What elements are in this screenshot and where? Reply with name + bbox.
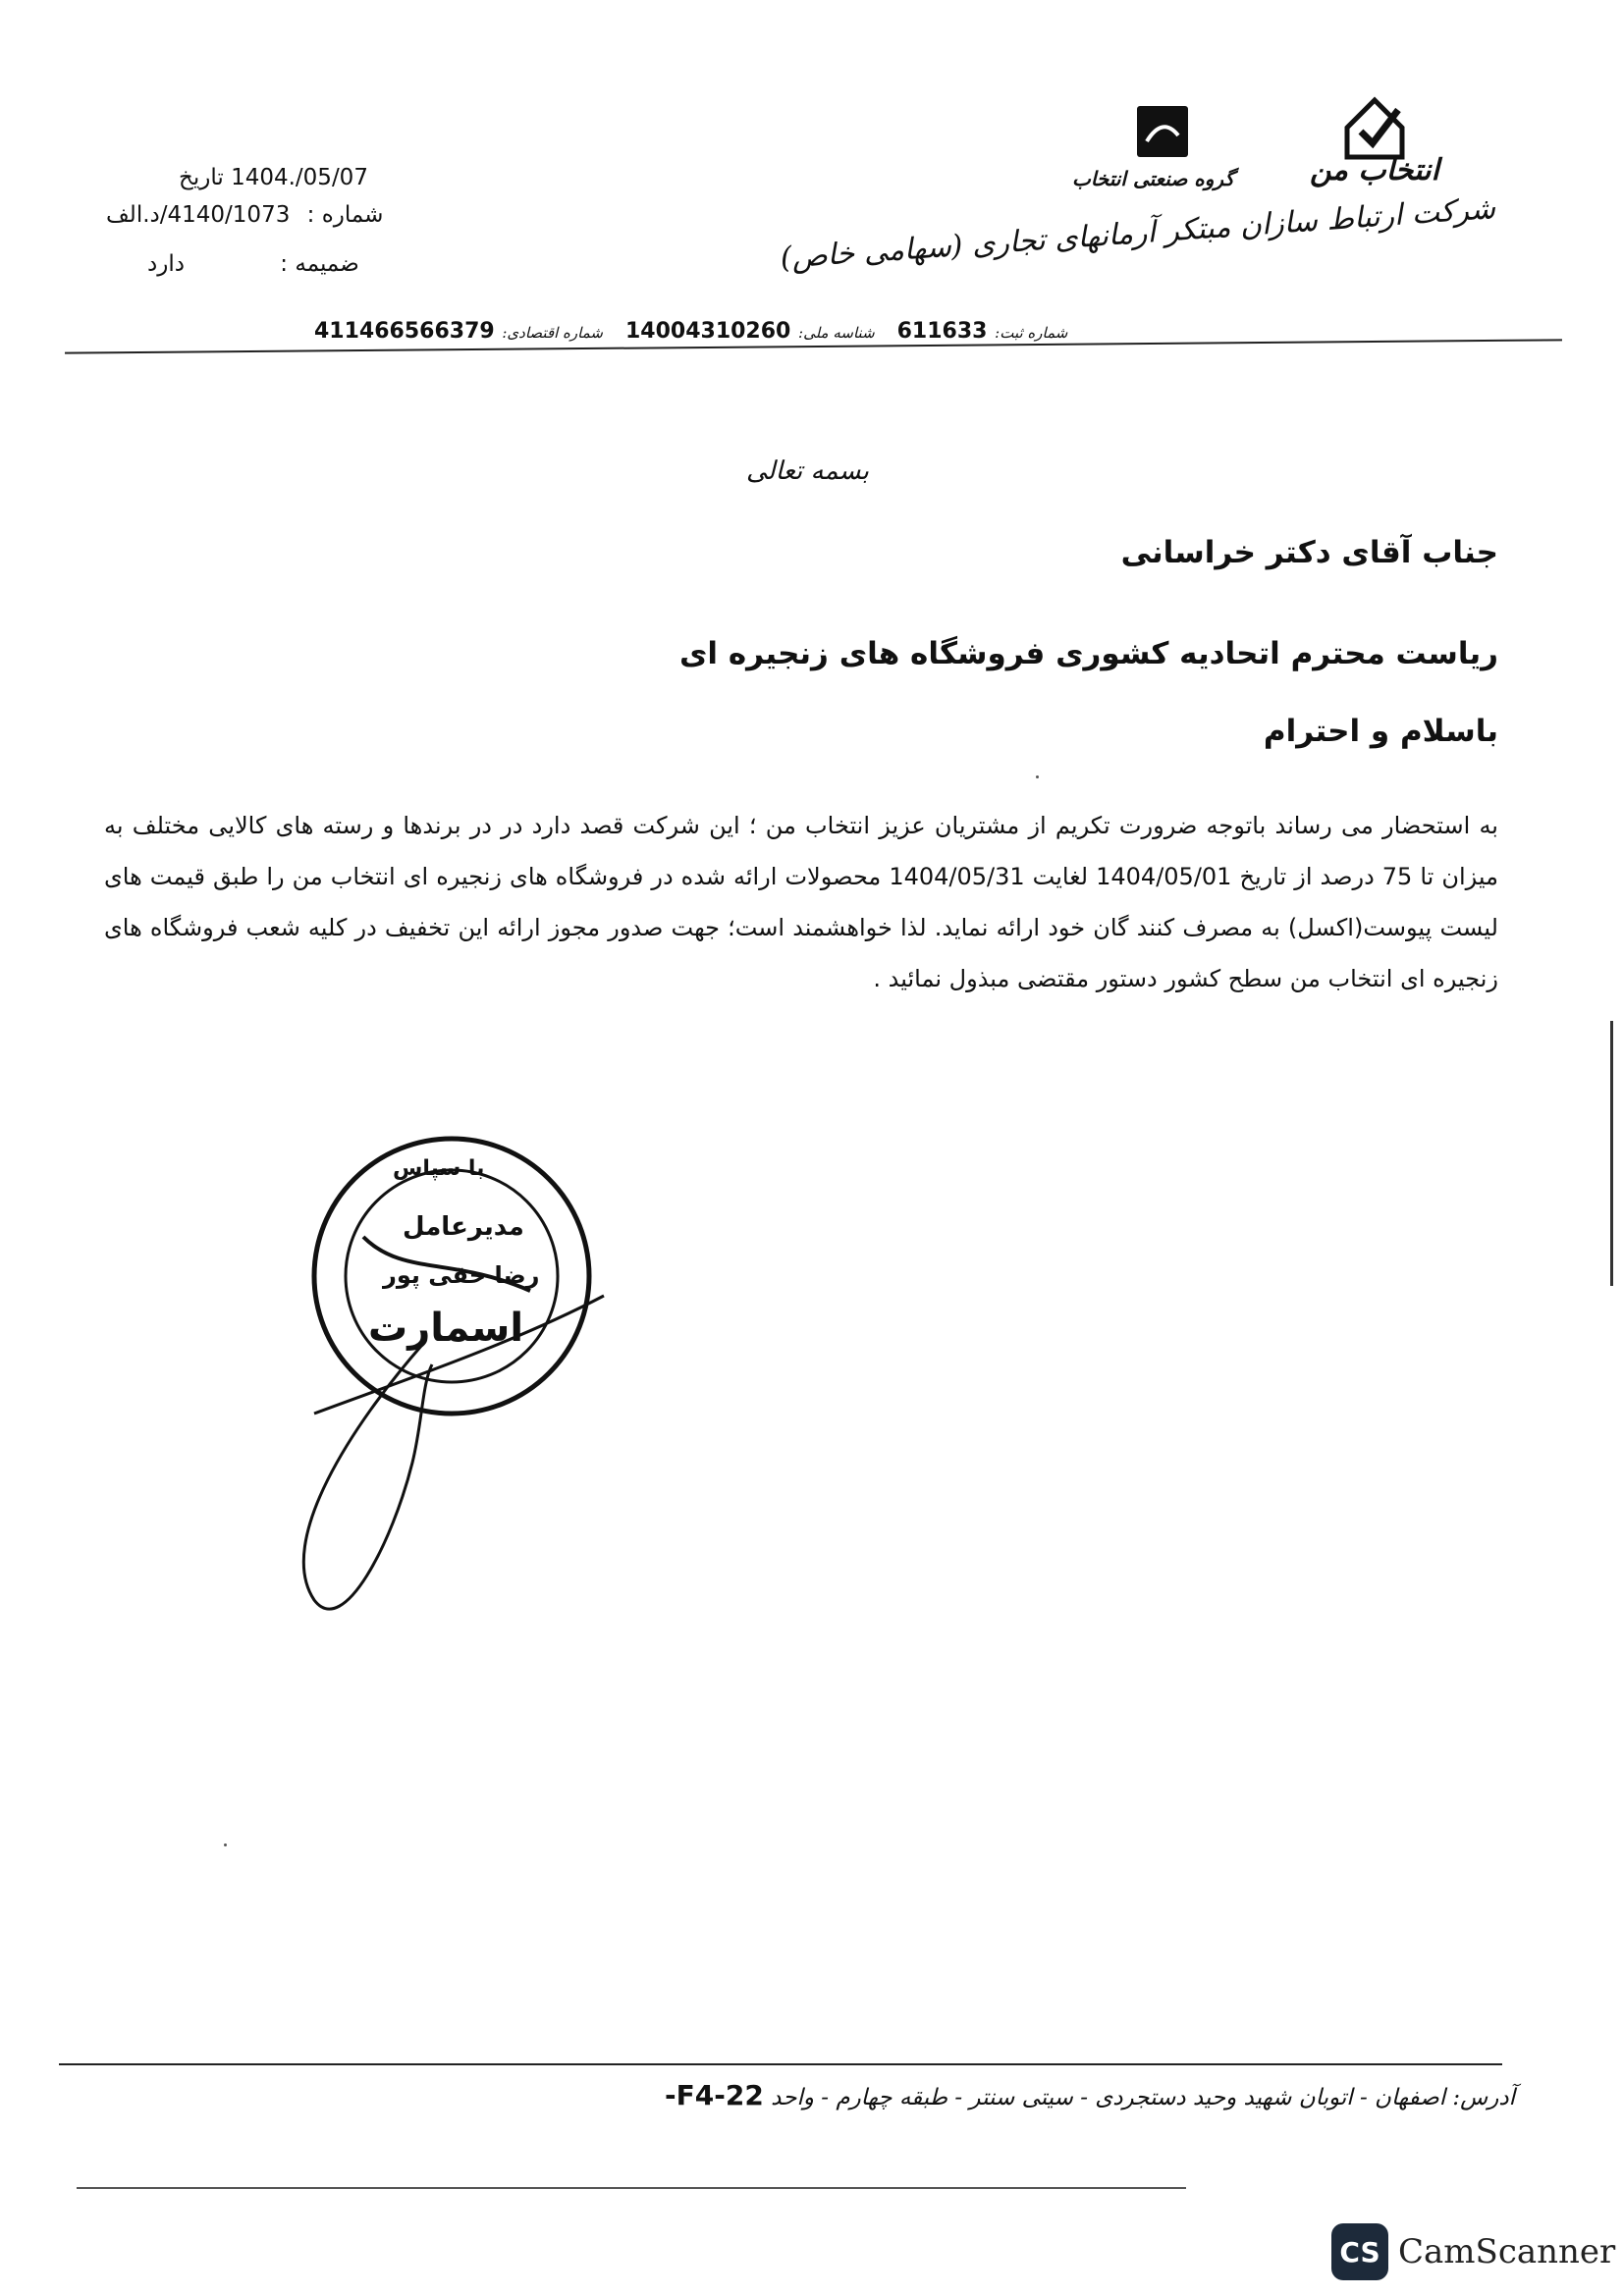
footer-bottom-line [77, 2187, 1186, 2189]
entekhab-group-logo [1060, 98, 1257, 196]
date-row [169, 165, 368, 190]
number-value: 4140/1073/د.الف [106, 202, 291, 228]
recipient-title: ریاست محترم اتحادیه کشوری فروشگاه های زنجیره ای [679, 636, 1498, 671]
economic-code-label: شماره اقتصادی: [502, 324, 603, 342]
address-unit: 22-F4- [665, 2079, 764, 2111]
date-label: تاریخ [179, 165, 224, 190]
scan-speck [1036, 775, 1039, 778]
number-row [106, 202, 383, 228]
registration-line [314, 319, 1067, 344]
entekhab-man-logo [1296, 88, 1453, 187]
address-text: آدرس: اصفهان - اتوبان شهید وحید دستجردی - سیتی سنتر - طبقه چهارم - واحد [771, 2085, 1515, 2110]
scan-edge-line [1610, 1021, 1613, 1286]
stamp-logo: اسمارت [368, 1306, 524, 1351]
recipient-line: جناب آقای دکتر خراسانی [1120, 535, 1498, 570]
attachment-row [147, 251, 359, 277]
economic-code-value: 411466566379 [314, 319, 495, 344]
camscanner-watermark [1331, 2223, 1615, 2280]
brand-left-text: انتخاب من [1310, 153, 1439, 187]
national-id-value: 14004310260 [624, 319, 791, 344]
footer-address [665, 2079, 1515, 2111]
bismillah: بسمه تعالی [746, 456, 869, 486]
brand-group-text: گروه صنعتی انتخاب [1072, 167, 1234, 190]
letter-body: به استحضار می رساند باتوجه ضرورت تکریم از مشتریان عزیز انتخاب من ؛ این شرکت قصد دارد در در برندها و رسته های کالایی مختلف به میزان تا 75 درصد از تاریخ 1404/05/01 لغایت 1404/05/31 محصولات ارائه شده در فروشگاه های زنجیره ای انتخاب من را طبق قیمت های لیست پیوست(اکسل) به مصرف کنند گان خود ارائه نماید. لذا خواهشمند است؛ جهت صدور مجوز ارائه این تخفیف در کلیه شعب فروشگاه های زنجیره ای انتخاب من سطح کشور دستور مقتضی مبذول نمائید . [104, 812, 1498, 992]
reg-label: شماره ثبت: [995, 324, 1068, 342]
company-name: شرکت ارتباط سازان مبتکر آرمانهای تجاری (سهامی خاص) [779, 191, 1497, 276]
company-stamp-signature [275, 1129, 628, 1629]
footer-divider [59, 2063, 1502, 2065]
number-label: شماره : [306, 202, 384, 228]
stamp-line-2: مدیرعامل [403, 1212, 524, 1242]
scan-speck [224, 1843, 227, 1846]
national-id-label: شناسه ملی: [798, 324, 875, 342]
date-value: 1404./05/07 [231, 165, 368, 190]
attachment-value: دارد [147, 251, 185, 277]
stamp-line-3: رضا حقی پور [383, 1261, 540, 1289]
camscanner-icon: CS [1331, 2223, 1388, 2280]
group-emblem-icon [1137, 106, 1188, 157]
stamp-seal-icon [275, 1129, 628, 1629]
greeting: باسلام و احترام [1263, 714, 1498, 749]
reg-value: 611633 [896, 319, 988, 344]
attachment-label: ضمیمه : [280, 251, 359, 277]
camscanner-label: CamScanner [1398, 2232, 1616, 2271]
stamp-line-1: با سپاس [393, 1156, 485, 1181]
